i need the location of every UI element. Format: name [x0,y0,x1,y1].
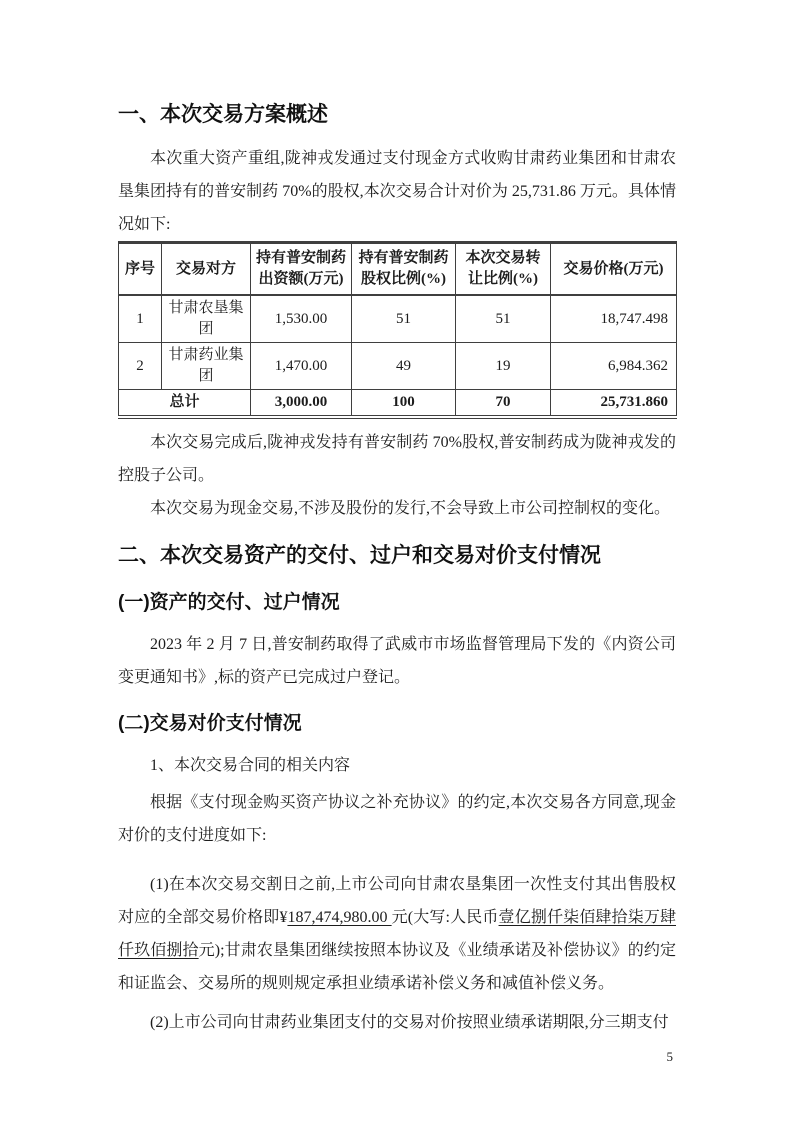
cell-party: 甘肃药业集团 [162,343,251,390]
col-header-index: 序号 [119,243,162,296]
col-header-transfer: 本次交易转让比例(%) [456,243,551,296]
cell-price: 6,984.362 [551,343,677,390]
paragraph-post-deal: 本次交易完成后,陇神戎发持有普安制药 70%股权,普安制药成为陇神戎发的控股子公司。 [118,434,676,484]
cell-total-transfer: 70 [456,390,551,418]
section-heading-overview: 一、本次交易方案概述 [118,103,328,126]
cell-equity: 51 [352,295,456,343]
payment1-text: 元(大写:人民币 [391,909,499,926]
paragraph-payment-2: (2)上市公司向甘肃药业集团支付的交易对价按照业绩承诺期限,分三期支付 [150,1014,669,1031]
cell-party: 甘肃农垦集团 [162,295,251,343]
table-total-row [119,390,677,418]
cell-price: 18,747.498 [551,295,677,343]
paragraph-registration: 2023 年 2 月 7 日,普安制药取得了武威市市场监督管理局下发的《内资公司变更通知书》,标的资产已完成过户登记。 [118,636,676,686]
paragraph-cash-deal: 本次交易为现金交易,不涉及股份的发行,不会导致上市公司控制权的变化。 [150,500,671,517]
cell-total-capital: 3,000.00 [251,390,352,418]
paragraph-agreement: 根据《支付现金购买资产协议之补充协议》的约定,本次交易各方同意,现金对价的支付进度如下: [118,794,676,844]
table-row [119,343,677,390]
cell-total-equity: 100 [352,390,456,418]
payment1-amount-words: 壹亿捌仟柒佰肆拾柒万肆仟玖佰捌拾 [118,909,676,959]
cell-index: 2 [119,343,162,390]
deal-table [118,241,677,419]
subsection-heading-asset: (一)资产的交付、过户情况 [118,592,340,613]
cell-total-price: 25,731.860 [551,390,677,418]
cell-total-label: 总计 [119,390,251,418]
section-heading-delivery: 二、本次交易资产的交付、过户和交易对价支付情况 [118,544,601,567]
table-header-row [119,243,677,296]
cell-equity: 49 [352,343,456,390]
col-header-price: 交易价格(万元) [551,243,677,296]
col-header-party: 交易对方 [162,243,251,296]
page-number: 5 [666,1049,673,1064]
cell-transfer: 51 [456,295,551,343]
payment1-text: (1)在本次交易交割日之前,上市公司向甘肃农垦集团一次性支付其出售股权对应的全部交易价格即¥ [118,876,676,926]
cell-transfer: 19 [456,343,551,390]
paragraph-overview: 本次重大资产重组,陇神戎发通过支付现金方式收购甘肃药业集团和甘肃农垦集团持有的普安制药 70%的股权,本次交易合计对价为 25,731.86 万元。具体情况如下: [118,150,676,233]
payment1-text: 元);甘肃农垦集团继续按照本协议及《业绩承诺及补偿协议》的约定和证监会、交易所的规则规定承担业绩承诺补偿义务和减值补偿义务。 [118,942,676,992]
cell-capital: 1,470.00 [251,343,352,390]
subsection-heading-payment: (二)交易对价支付情况 [118,713,302,734]
col-header-capital: 持有普安制药出资额(万元) [251,243,352,296]
col-header-equity: 持有普安制药股权比例(%) [352,243,456,296]
paragraph-contract-item: 1、本次交易合同的相关内容 [150,757,351,774]
paragraph-payment-1 [118,868,676,1000]
cell-capital: 1,530.00 [251,295,352,343]
payment1-amount-figure: 187,474,980.00 [287,909,392,926]
table-row [119,295,677,343]
cell-index: 1 [119,295,162,343]
